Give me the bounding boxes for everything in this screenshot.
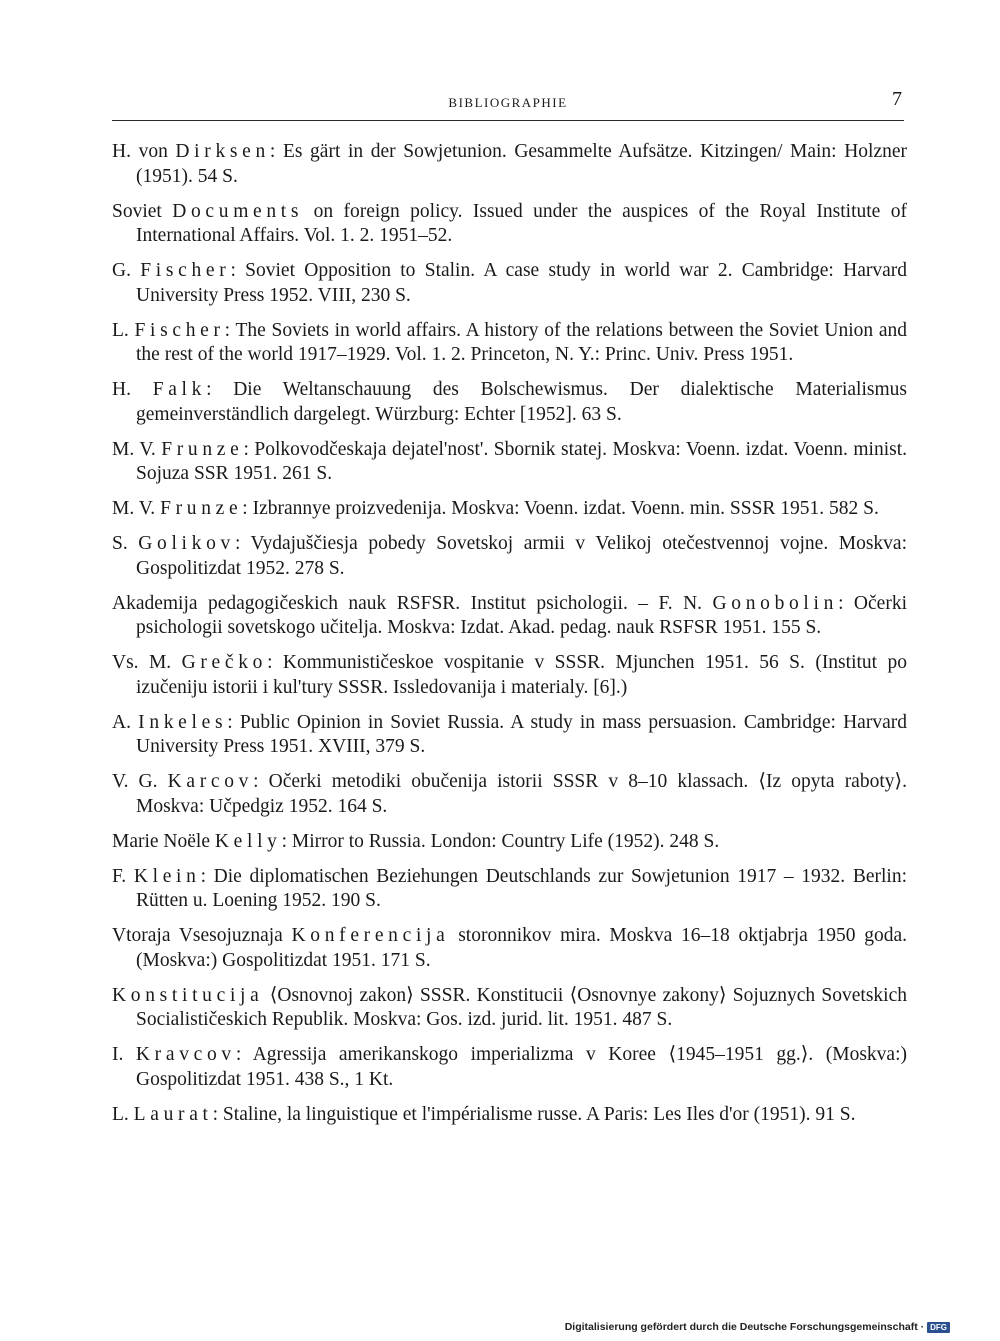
- page-header: [112, 88, 904, 121]
- entry-author: Dirksen: [175, 141, 270, 162]
- entry-details: : Die Weltanschauung des Bolschewismus. Der dialektische Materialismus gemeinverständlich dargelegt. Würzburg: Echter [1952]. 63 S.: [136, 379, 907, 425]
- entry-prefix: V. G.: [112, 771, 168, 792]
- entry-author: Fischer: [140, 260, 231, 281]
- entry-author: Fischer: [134, 319, 225, 341]
- entry-prefix: Marie Noële: [112, 830, 215, 852]
- bibliography-entry: [112, 259, 907, 308]
- entry-prefix: S.: [112, 533, 139, 554]
- entry-author: Inkeles: [138, 711, 228, 733]
- entry-prefix: M. V.: [112, 438, 162, 460]
- entry-details: : The Soviets in world affairs. A history of the relations between the Soviet Union and the rest of the world 1917–1929. Vol. 1. 2. Princeton, N. Y.: Princ. Univ. Press 1951.: [136, 319, 907, 365]
- bibliography-entry: [112, 200, 907, 249]
- bibliography-entry: [112, 378, 907, 427]
- entry-details: storonnikov mira. Moskva 16–18 oktjabrja 1950 goda. (Moskva:) Gospolitizdat 1951. 171 S.: [136, 925, 907, 971]
- bibliography-entry: [112, 438, 907, 487]
- bibliography-entry: [112, 497, 907, 522]
- entry-author: Grečko: [181, 652, 268, 673]
- entry-details: : Kommunističeskoe vospitanie v SSSR. Mjunchen 1951. 56 S. (Institut po izučeniju istorii i kul'tury SSSR. Issledovanija i materialy. [6].): [136, 652, 907, 698]
- dfg-logo: DFG: [927, 1322, 950, 1333]
- footer-note: [565, 1321, 950, 1333]
- entry-prefix: Soviet: [112, 200, 173, 222]
- entry-details: : Soviet Opposition to Stalin. A case study in world war 2. Cambridge: Harvard University Press 1952. VIII, 230 S.: [136, 260, 907, 306]
- entry-prefix: A.: [112, 711, 139, 733]
- entry-details: : Očerki psichologii sovetskogo učitelja. Moskva: Izdat. Akad. pedag. nauk RSFSR 1951. 155 S.: [136, 592, 907, 638]
- entry-prefix: G.: [112, 260, 141, 281]
- bibliography-list: [112, 140, 907, 1138]
- bibliography-entry: [112, 651, 907, 700]
- entry-author: Karcov: [167, 771, 254, 792]
- bibliography-entry: [112, 592, 907, 641]
- bibliography-entry: [112, 532, 907, 581]
- entry-prefix: H.: [112, 379, 153, 400]
- entry-author: Konstitucija: [112, 984, 264, 1006]
- entry-details: : Staline, la linguistique et l'impérialisme russe. A Paris: Les Iles d'or (1951). 91 S.: [212, 1103, 856, 1125]
- entry-author: Konferencija: [291, 925, 450, 946]
- entry-author: Klein: [133, 865, 201, 887]
- entry-author: Kelly: [214, 830, 282, 852]
- entry-prefix: I.: [112, 1044, 136, 1065]
- bibliography-entry: [112, 830, 907, 855]
- bibliography-entry: [112, 140, 907, 189]
- entry-author: Laurat: [133, 1103, 213, 1125]
- entry-prefix: M. V.: [112, 498, 161, 519]
- bibliography-entry: [112, 984, 907, 1033]
- entry-prefix: L.: [112, 1103, 134, 1125]
- bibliography-entry: [112, 711, 907, 760]
- entry-details: : Mirror to Russia. London: Country Life (1952). 248 S.: [281, 830, 720, 852]
- bibliography-entry: [112, 1043, 907, 1092]
- bibliography-entry: [112, 770, 907, 819]
- bibliography-entry: [112, 924, 907, 973]
- entry-details: : Es gärt in der Sowjetunion. Gesammelte Aufsätze. Kitzingen/ Main: Holzner (1951). 54 S.: [136, 141, 907, 187]
- entry-details: : Izbrannye proizvedenija. Moskva: Voenn. izdat. Voenn. min. SSSR 1951. 582 S.: [242, 498, 879, 519]
- running-title: BIBLIOGRAPHIE: [448, 95, 568, 110]
- entry-author: Gonobolin: [712, 592, 839, 614]
- entry-details: : Die diplomatischen Beziehungen Deutschlands zur Sowjetunion 1917 – 1932. Berlin: Rütten u. Loening 1952. 190 S.: [136, 865, 907, 911]
- entry-prefix: Vs. M.: [112, 652, 182, 673]
- entry-prefix: Vtoraja Vsesojuznaja: [112, 925, 292, 946]
- entry-details: ⟨Osnovnoj zakon⟩ SSSR. Konstitucii ⟨Osnovnye zakony⟩ Sojuznych Sovetskich Socialističeskich Republik. Moskva: Gos. izd. jurid. lit. 1951. 487 S.: [136, 984, 907, 1030]
- footer-text: Digitalisierung gefördert durch die Deutsche Forschungsgemeinschaft ·: [564, 1321, 925, 1333]
- entry-prefix: L.: [112, 319, 135, 341]
- bibliography-entry: [112, 319, 907, 368]
- entry-details: : Agressija amerikanskogo imperializma v Koree ⟨1945–1951 gg.⟩. (Moskva:) Gospolitizdat 1951. 438 S., 1 Kt.: [136, 1044, 907, 1090]
- entry-details: on foreign policy. Issued under the auspices of the Royal Institute of International Affairs. Vol. 1. 2. 1951–52.: [136, 200, 907, 246]
- entry-prefix: Akademija pedagogičeskich nauk RSFSR. Institut psichologii. – F. N.: [112, 592, 713, 614]
- entry-details: : Očerki metodiki obučenija istorii SSSR v 8–10 klassach. ⟨Iz opyta raboty⟩. Moskva: Učpedgiz 1952. 164 S.: [136, 771, 907, 817]
- page-number: 7: [892, 88, 902, 110]
- entry-details: : Polkovodčeskaja dejatel'nost'. Sbornik statej. Moskva: Voenn. izdat. Voenn. minist. Sojuza SSR 1951. 261 S.: [136, 438, 907, 484]
- entry-details: : Vydajuščiesja pobedy Sovetskoj armii v Velikoj otečestvennoj vojne. Moskva: Gospolitizdat 1952. 278 S.: [136, 533, 907, 579]
- entry-prefix: H. von: [112, 141, 176, 162]
- entry-details: : Public Opinion in Soviet Russia. A study in mass persuasion. Cambridge: Harvard University Press 1951. XVIII, 379 S.: [136, 711, 907, 757]
- entry-author: Documents: [172, 200, 304, 222]
- entry-author: Frunze: [160, 498, 243, 519]
- entry-author: Frunze: [161, 438, 244, 460]
- entry-author: Falk: [152, 379, 207, 400]
- bibliography-entry: [112, 865, 907, 914]
- entry-author: Kravcov: [135, 1044, 236, 1065]
- entry-prefix: F.: [112, 865, 134, 887]
- bibliography-entry: [112, 1103, 907, 1128]
- entry-author: Golikov: [138, 533, 235, 554]
